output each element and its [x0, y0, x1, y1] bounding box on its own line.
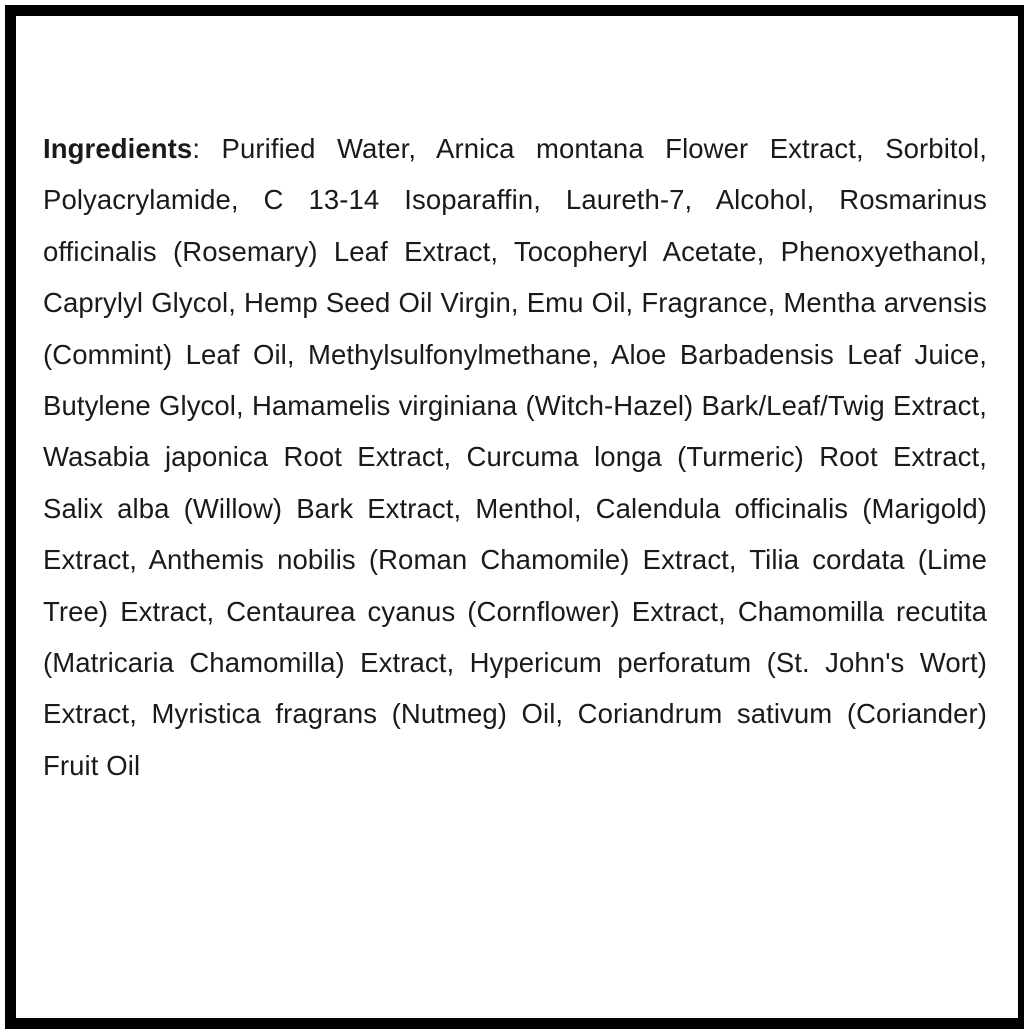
ingredients-paragraph [43, 123, 987, 791]
heading-separator: : [192, 133, 222, 164]
ingredients-list: Purified Water, Arnica montana Flower Extract, Sorbitol, Polyacrylamide, C 13-14 Isoparaffin, Laureth-7, Alcohol, Rosmarinus officinalis (Rosemary) Leaf Extract, Tocopheryl Acetate, Phenoxyethanol, Caprylyl Glycol, Hemp Seed Oil Virgin, Emu Oil, Fragrance, Mentha arvensis (Commint) Leaf Oil, Methylsulfonylmethane, Aloe Barbadensis Leaf Juice, Butylene Glycol, Hamamelis virginiana (Witch-Hazel) Bark/Leaf/Twig Extract, Wasabia japonica Root Extract, Curcuma longa (Turmeric) Root Extract, Salix alba (Willow) Bark Extract, Menthol, Calendula officinalis (Marigold) Extract, Anthemis nobilis (Roman Chamomile) Extract, Tilia cordata (Lime Tree) Extract, Centaurea cyanus (Cornflower) Extract, Chamomilla recutita (Matricaria Chamomilla) Extract, Hypericum perforatum (St. John's Wort) Extract, Myristica fragrans (Nutmeg) Oil, Coriandrum sativum (Coriander) Fruit Oil [43, 133, 987, 781]
label-frame [5, 5, 1024, 1029]
ingredients-heading: Ingredients [43, 133, 193, 164]
